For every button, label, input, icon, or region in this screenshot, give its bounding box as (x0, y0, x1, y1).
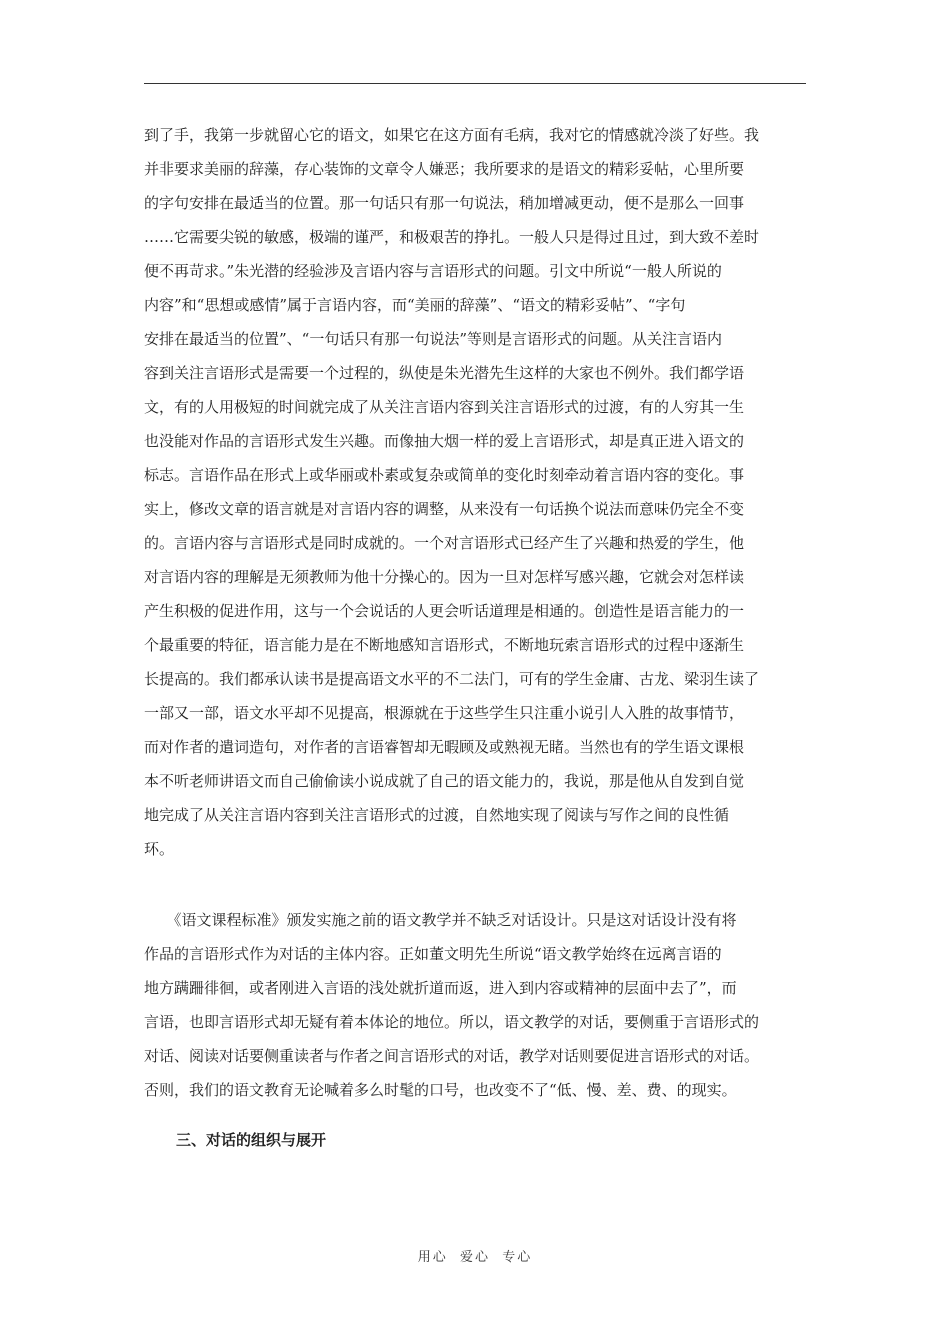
body-paragraph-2 (144, 903, 808, 1107)
text-line: 个最重要的特征，语言能力是在不断地感知言语形式，不断地玩索言语形式的过程中逐渐生 (144, 636, 745, 654)
text-line: 到了手，我第一步就留心它的语文，如果它在这方面有毛病，我对它的情感就冷淡了好些。我 (144, 126, 760, 144)
text-line: 的。言语内容与言语形式是同时成就的。一个对言语形式已经产生了兴趣和热爱的学生，他 (144, 534, 745, 552)
text-line: 环。 (144, 840, 175, 858)
text-line: 内容”和“思想或感情”属于言语内容，而“美丽的辞藻”、“语文的精彩妥帖”、“字句 (144, 296, 686, 314)
text-line: 而对作者的遣词造句，对作者的言语睿智却无暇顾及或熟视无睹。当然也有的学生语文课根 (144, 738, 745, 756)
text-line: 的字句安排在最适当的位置。那一句话只有那一句说法，稍加增减更动，便不是那么一回事 (144, 194, 745, 212)
text-line: 地方蹒跚徘徊，或者刚进入言语的浅处就折道而返，进入到内容或精神的层面中去了”，而 (144, 979, 737, 997)
section-heading: 三、对话的组织与展开 (176, 1131, 327, 1149)
text-line: 本不听老师讲语文而自己偷偷读小说成就了自己的语文能力的，我说，那是他从自发到自觉 (144, 772, 745, 790)
text-line: 《语文课程标准》颁发实施之前的语文教学并不缺乏对话设计。只是这对话设计没有将 (144, 911, 737, 929)
text-line: 长提高的。我们都承认读书是提高语文水平的不二法门，可有的学生金庸、古龙、梁羽生读了 (144, 670, 760, 688)
text-line: 容到关注言语形式是需要一个过程的，纵使是朱光潜先生这样的大家也不例外。我们都学语 (144, 364, 745, 382)
text-line: 言语，也即言语形式却无疑有着本体论的地位。所以，语文教学的对话，要侧重于言语形式的 (144, 1013, 760, 1031)
text-line: 实上，修改文章的语言就是对言语内容的调整，从来没有一句话换个说法而意味仍完全不变 (144, 500, 745, 518)
header-rule (144, 83, 806, 84)
text-line: ……它需要尖锐的敏感，极端的谨严，和极艰苦的挣扎。一般人只是得过且过，到大致不差时 (144, 228, 760, 246)
text-line: 一部又一部，语文水平却不见提高，根源就在于这些学生只注重小说引人入胜的故事情节， (144, 704, 745, 722)
text-line: 产生积极的促进作用，这与一个会说话的人更会听话道理是相通的。创造性是语言能力的一 (144, 602, 745, 620)
text-line: 作品的言语形式作为对话的主体内容。正如董文明先生所说“语文教学始终在远离言语的 (144, 945, 722, 963)
text-line: 标志。言语作品在形式上或华丽或朴素或复杂或简单的变化时刻牵动着言语内容的变化。事 (144, 466, 745, 484)
text-line: 也没能对作品的言语形式发生兴趣。而像抽大烟一样的爱上言语形式，却是真正进入语文的 (144, 432, 745, 450)
body-paragraph-1 (144, 118, 808, 866)
text-line: 否则，我们的语文教育无论喊着多么时髦的口号，也改变不了“低、慢、差、费、的现实。 (144, 1081, 737, 1099)
text-line: 对话、阅读对话要侧重读者与作者之间言语形式的对话，教学对话则要促进言语形式的对话。 (144, 1047, 760, 1065)
text-line: 安排在最适当的位置”、“一句话只有那一句说法”等则是言语形式的问题。从关注言语内 (144, 330, 723, 348)
text-line: 对言语内容的理解是无须教师为他十分操心的。因为一旦对怎样写感兴趣，它就会对怎样读 (144, 568, 745, 586)
text-line: 文，有的人用极短的时间就完成了从关注言语内容到关注言语形式的过渡，有的人穷其一生 (144, 398, 745, 416)
text-line: 并非要求美丽的辞藻，存心装饰的文章令人嫌恶；我所要求的是语文的精彩妥帖，心里所要 (144, 160, 745, 178)
text-line: 便不再苛求。”朱光潜的经验涉及言语内容与言语形式的问题。引文中所说“一般人所说的 (144, 262, 722, 280)
page-footer: 用心 爱心 专心 (417, 1250, 533, 1265)
text-line: 地完成了从关注言语内容到关注言语形式的过渡，自然地实现了阅读与写作之间的良性循 (144, 806, 730, 824)
